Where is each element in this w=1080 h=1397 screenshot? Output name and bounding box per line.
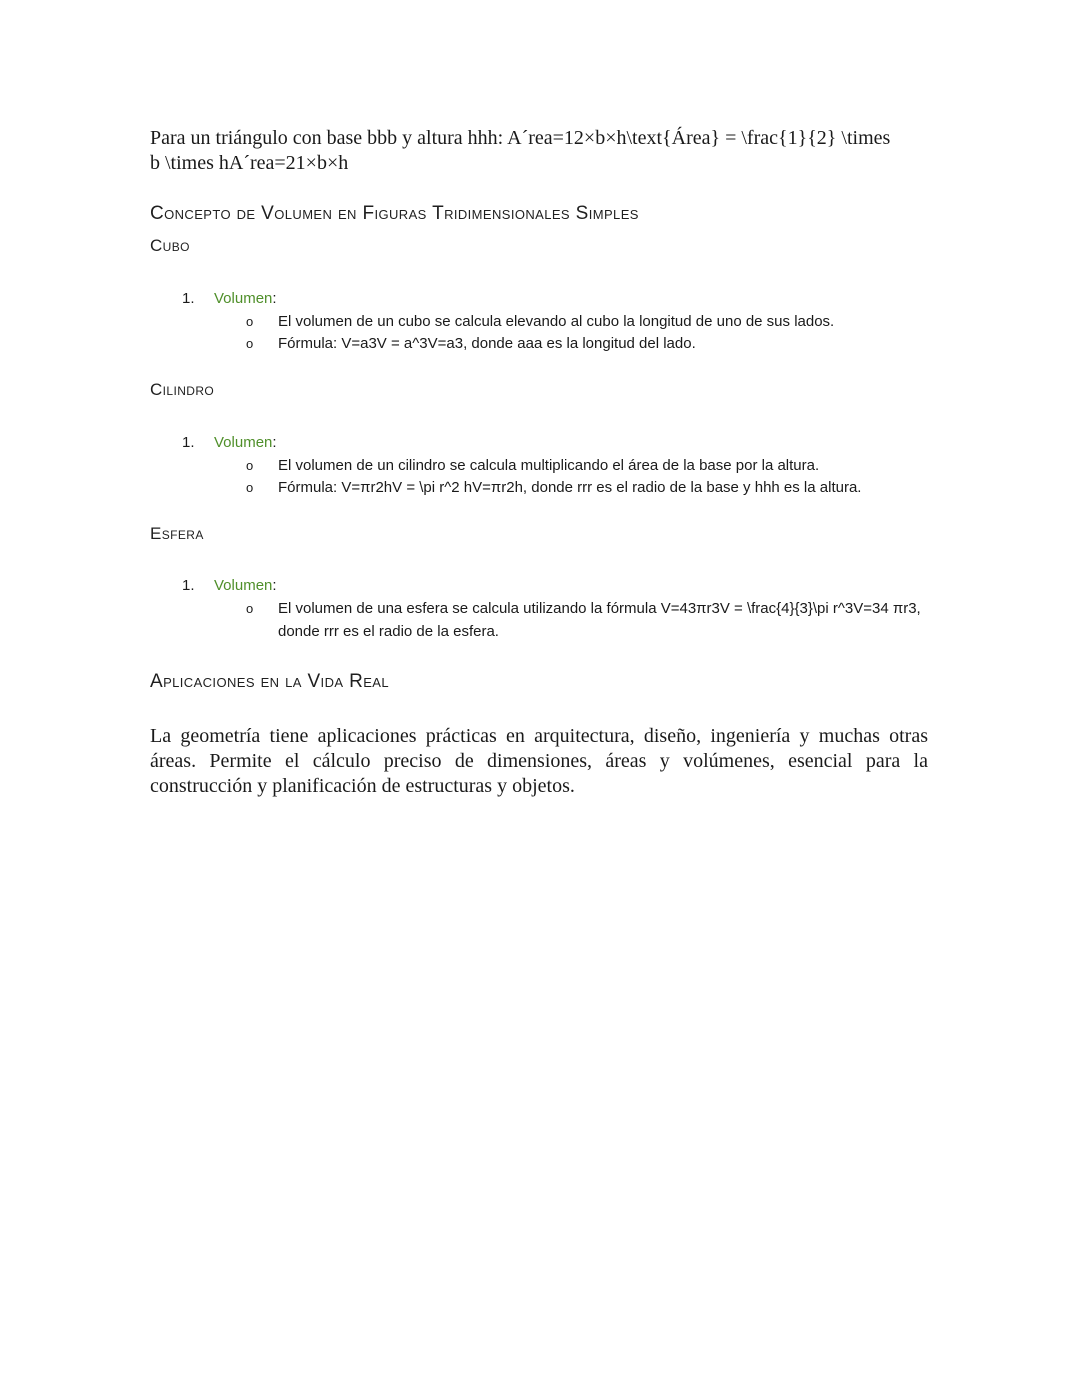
- intro-line-2: b \times hA´rea=21×b×h: [150, 152, 349, 174]
- list-item: [246, 310, 936, 333]
- volume-section-title: Concepto de Volumen en Figuras Tridimensionales Simples: [150, 203, 639, 224]
- list-item: [246, 476, 936, 499]
- cylinder-volume-item: [182, 434, 277, 451]
- item-number: 1.: [182, 577, 195, 594]
- item-number: 1.: [182, 290, 195, 307]
- triangle-area-paragraph: [150, 126, 940, 176]
- bullet-text: Fórmula: V=a3V = a^3V=a3, donde aaa es la longitud del lado.: [278, 335, 696, 352]
- cylinder-heading: Cilindro: [150, 380, 215, 399]
- item-number: 1.: [182, 434, 195, 451]
- bullet-circle-icon: o: [246, 601, 254, 616]
- cube-heading: Cubo: [150, 236, 190, 255]
- applications-heading: Aplicaciones en la Vida Real: [150, 671, 389, 692]
- bullet-text: El volumen de un cilindro se calcula multiplicando el área de la base por la altura.: [278, 457, 820, 474]
- item-colon: :: [272, 290, 277, 307]
- bullet-circle-icon: o: [246, 314, 254, 329]
- bullet-circle-icon: o: [246, 336, 254, 351]
- bullet-text: El volumen de un cubo se calcula elevando al cubo la longitud de uno de sus lados.: [278, 313, 835, 330]
- intro-line-1: Para un triángulo con base bbb y altura hhh: A´rea=12×b×h\text{Área} = \frac{1}{2} \times: [150, 127, 891, 149]
- bullet-circle-icon: o: [246, 480, 254, 495]
- item-label: Volumen: [214, 434, 273, 451]
- item-label: Volumen: [214, 290, 273, 307]
- bullet-text: Fórmula: V=πr2hV = \pi r^2 hV=πr2h, donde rrr es el radio de la base y hhh es la altura.: [278, 479, 862, 496]
- sphere-volume-item: [182, 577, 277, 594]
- cube-volume-item: [182, 290, 277, 307]
- sphere-heading: Esfera: [150, 524, 204, 543]
- item-colon: :: [272, 577, 277, 594]
- bullet-text: El volumen de una esfera se calcula utilizando la fórmula V=43πr3V = \frac{4}{3}\pi r^3V=34 πr3, donde rrr es el radio de la esfera.: [278, 600, 921, 640]
- list-item: [246, 332, 936, 355]
- list-item: [246, 454, 936, 477]
- item-label: Volumen: [214, 577, 273, 594]
- item-colon: :: [272, 434, 277, 451]
- list-item: [246, 597, 936, 643]
- bullet-circle-icon: o: [246, 458, 254, 473]
- applications-paragraph: La geometría tiene aplicaciones prácticas en arquitectura, diseño, ingeniería y muchas otras áreas. Permite el cálculo preciso de dimensiones, áreas y volúmenes, esencial para la construcción y planificación de estructuras y objetos.: [150, 725, 928, 797]
